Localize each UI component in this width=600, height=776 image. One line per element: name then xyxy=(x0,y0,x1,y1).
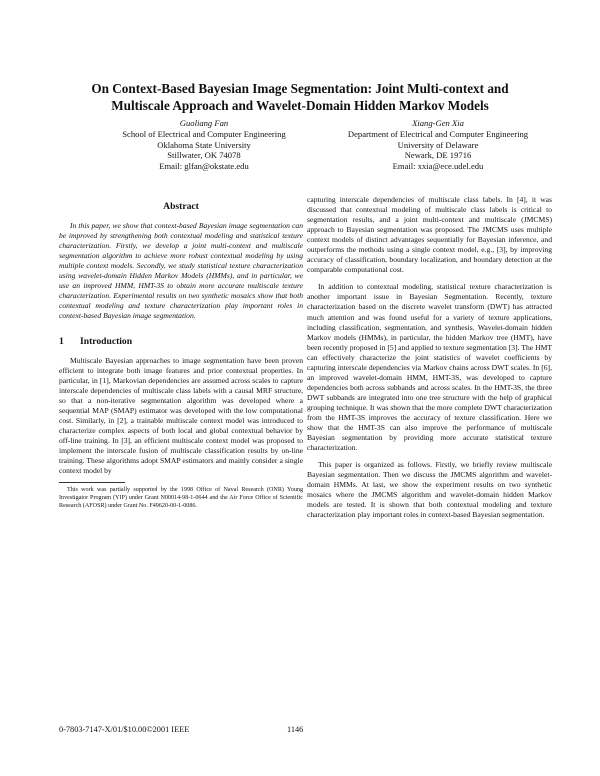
page-number: 1146 xyxy=(287,725,304,734)
body-paragraph: In addition to contextual modeling, statistical texture characterization is another important issue in Bayesian Segmentation. Recently, texture characterization based on the discrete wavelet transform (DWT) has attracted much attention and was found useful for a variety of texture applications, including classification, segmentation, and synthesis. Wavelet-domain hidden Markov models (HMMs), in particular, the hidden Markov tree (HMT), have been recently proposed in [5] and applied to texture segmentation [3]. The HMT can effectively characterize the joint statistics of wavelet coefficients by capturing interscale dependencies via Markov chains across DWT scales. In [6], an improved wavelet-domain HMM, HMT-3S, was developed to capture dependencies both across subbands and across scales. In the HMT-3S, the three DWT subbands are integrated into one tree structure with the help of graphical grouping technique. It was shown that the more complete DWT characterization from the HMT-3S improves the accuracy of texture classification. Here we show that the HMT-3S can also improve the performance of multiscale Bayesian segmentation by providing more accurate statistical texture characterization. xyxy=(307,282,552,453)
introduction-paragraph: Multiscale Bayesian approaches to image segmentation have been proven efficient to integrate both image features and prior contextual properties. In particular, in [1], Markovian dependencies are assumed across scales to capture interscale dependencies of multiscale class labels with a causal MRF structure, so that a non-iterative segmentation algorithm was developed where a sequential MAP (SMAP) estimator was developed with the low computational cost. Similarly, in [2], a trainable multiscale context model was introduced to characterize complex aspects of both local and global contextual behavior by off-line training. In [3], an efficient multiscale context model was proposed to implement the interscale fusion of multiscale classification results by on-line training. These algorithms adopt SMAP estimators and mainly consider a single context model by xyxy=(59,355,303,476)
author-block-2 xyxy=(318,118,558,172)
author-city: Newark, DE 19716 xyxy=(404,150,472,161)
author-department: Department of Electrical and Computer Engineering xyxy=(347,128,529,139)
section-heading xyxy=(59,337,303,347)
body-paragraph: capturing interscale dependencies of multiscale class labels. In [4], it was discussed that contextual modeling of multiscale class labels is critical to segmentation results, and a joint multi-context and multiscale (JMCMS) approach to Bayesian segmentation was proposed. The JMCMS uses multiple context models of distinct advantages sequentially for Bayesian inference, and outperforms the methods using a single context model, e.g., [3], by improving accuracy of classification, boundary localization, and boundary detection at the comparable computational cost. xyxy=(307,195,552,275)
body-paragraph: This paper is organized as follows. Firstly, we briefly review multiscale Bayesian segmentation. Then we discuss the JMCMS algorithm and wavelet-domain HMMs. At last, we show the experiment results on two synthetic mosaics where the JMCMS algorithm and wavelet-domain hidden Markov models are tested. It is shown that both contextual modeling and texture characterization play important roles in context-based Bayesian segmentation. xyxy=(307,460,552,520)
funding-footnote: This work was partially supported by the 1998 Office of Naval Research (ONR) Young Investigator Program (YIP) under Grant N00014-98-1-0644 and the Air Force Office of Scientific Research (AFOSR) under Grant No. F49620-00-1-0086. xyxy=(59,487,303,509)
abstract-heading: Abstract xyxy=(163,201,199,212)
title-line-2: Multiscale Approach and Wavelet-Domain Hidden Markov Models xyxy=(111,98,489,113)
isbn-footer: 0-7803-7147-X/01/$10.00©2001 IEEE xyxy=(59,725,190,734)
right-column xyxy=(307,195,552,520)
author-email: Email: xxia@ece.udel.edu xyxy=(392,161,484,172)
abstract-text: In this paper, we show that context-based Bayesian image segmentation can be improved by strengthening both contextual modeling and statistical texture characterization. Firstly, we develop a joint multi-context and multiscale segmentation algorithm to achieve more robust contextual modeling by using multiple context models. Secondly, we study statistical texture characterization using wavelet-domain Hidden Markov Models (HMMs), and in particular, we use an improved HMM, HMT-3S to obtain more accurate multiscale texture characterization. Experimental results on two synthetic mosaics show that both contextual modeling and texture characterization play important roles in context-based Bayesian image segmentation. xyxy=(59,221,303,321)
author-name: Guoliang Fan xyxy=(179,118,229,128)
section-number: 1 xyxy=(59,335,64,347)
author-block-1 xyxy=(88,118,320,172)
author-department: School of Electrical and Computer Engineering xyxy=(122,128,286,139)
author-city: Stillwater, OK 74078 xyxy=(167,150,241,161)
title-line-1: On Context-Based Bayesian Image Segmentation: Joint Multi-context and xyxy=(91,81,509,96)
author-institution: University of Delaware xyxy=(397,139,479,150)
left-column xyxy=(59,195,303,511)
author-name: Xiang-Gen Xia xyxy=(412,118,464,128)
paper-title xyxy=(40,80,560,114)
author-institution: Oklahoma State University xyxy=(157,139,251,150)
footnote-rule xyxy=(59,482,125,483)
author-email: Email: glfan@okstate.edu xyxy=(159,161,249,172)
section-title: Introduction xyxy=(80,335,133,347)
